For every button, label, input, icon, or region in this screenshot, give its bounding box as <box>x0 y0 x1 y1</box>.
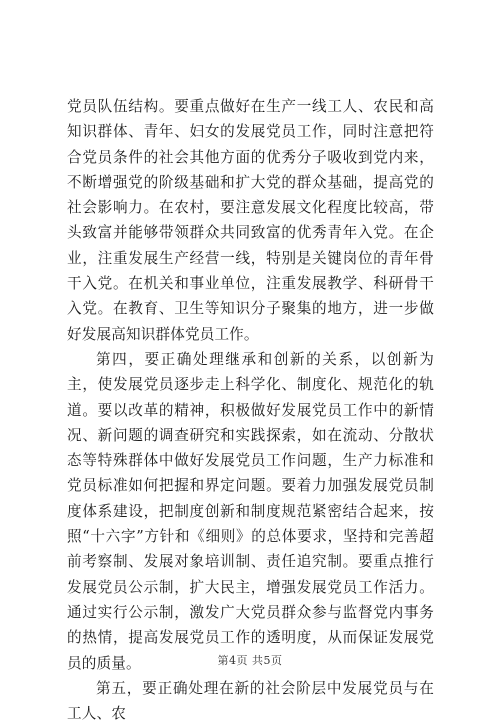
paragraph-party-member-structure: 党员队伍结构。要重点做好在生产一线工人、农民和高知识群体、青年、妇女的发展党员工作，同时注意把符合党员条件的社会其他方面的优秀分子吸收到党内来，不断增强党的阶级基础和扩大党的群众基础，提高党的社会影响力。在农村，要注意发展文化程度比较高，带头致富并能够带领群众共同致富的优秀青年入党。在企业，注重发展生产经营一线，特别是关键岗位的青年骨干入党。在机关和事业单位，注重发展教学、科研骨干入党。在教育、卫生等知识分子聚集的地方，进一步做好发展高知识群体党员工作。 <box>67 98 434 343</box>
paragraph-fifth-point: 第五，要正确处理在新的社会阶层中发展党员与在工人、农 <box>67 679 434 723</box>
paragraph-fourth-point: 第四，要正确处理继承和创新的关系，以创新为主，使发展党员逐步走上科学化、制度化、规范化的轨道。要以改革的精神，积极做好发展党员工作中的新情况、新问题的调查研究和实践探索，如在流动、分散状态等特殊群体中做好发展党员工作问题，生产力标准和党员标准如何把握和界定问题。要着力加强发展党员制度体系建设，把制度创新和制度规范紧密结合起来，按照“十六字”方针和《细则》的总体要求，坚持和完善超前考察制、发展对象培训制、责任追究制。要重点推行发展党员公示制，扩大民主，增强发展党员工作活力。通过实行公示制，激发广大党员群众参与监督党内事务的热情，提高发展党员工作的透明度，从而保证发展党员的质量。 <box>67 350 434 672</box>
page-number-footer: 第4页 共5页 <box>217 654 283 667</box>
document-body <box>67 94 434 726</box>
